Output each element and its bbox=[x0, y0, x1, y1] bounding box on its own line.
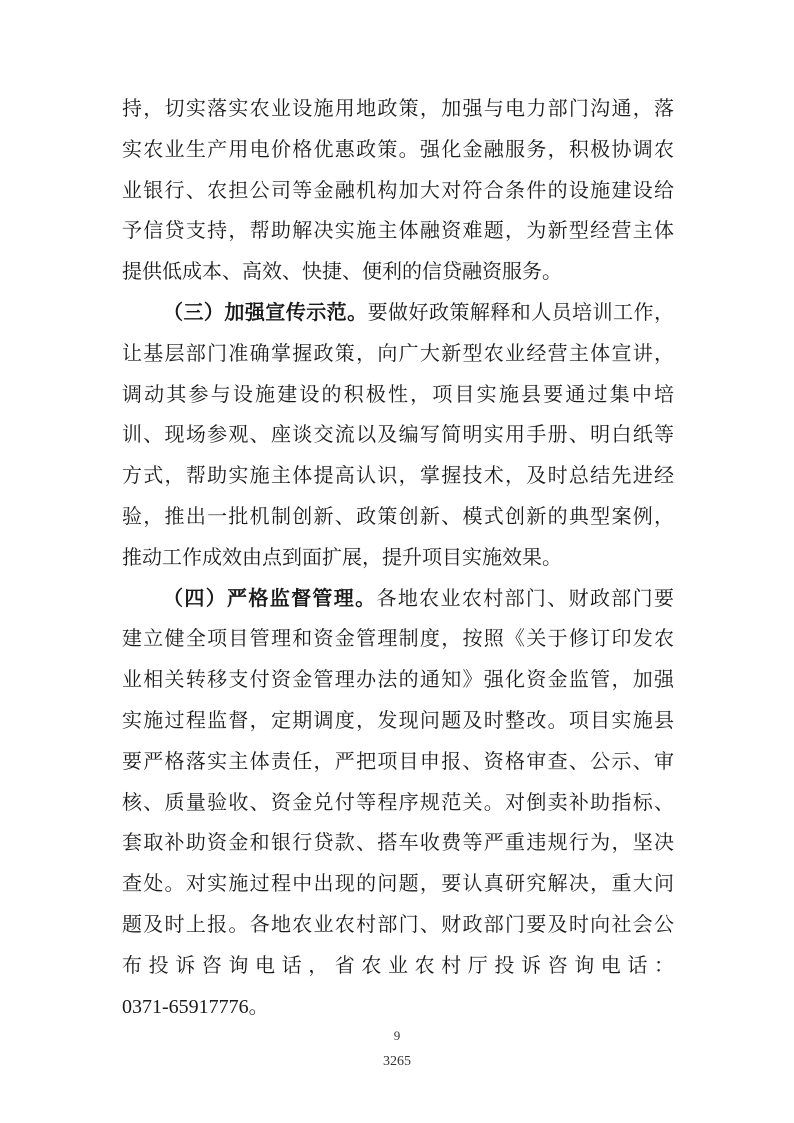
text-line: 业相关转移支付资金管理办法的通知》强化资金监管，加强 bbox=[122, 667, 674, 692]
text-span: 各地农业农村部门、财政部门要 bbox=[376, 585, 675, 610]
paragraph-publicity bbox=[122, 292, 674, 578]
text-line: 提供低成本、高效、快捷、便利的信贷融资服务。 bbox=[122, 259, 562, 284]
text-line: 推动工作成效由点到面扩展，提升项目实施效果。 bbox=[122, 544, 562, 569]
paragraph-supervision bbox=[122, 578, 674, 1027]
text-line: 方式，帮助实施主体提高认识，掌握技术，及时总结先进经 bbox=[122, 463, 674, 488]
text-line: 让基层部门准确掌握政策，向广大新型农业经营主体宣讲， bbox=[122, 340, 674, 365]
text-line bbox=[122, 986, 674, 1027]
text-line bbox=[122, 292, 674, 333]
document-body bbox=[122, 88, 674, 1026]
text-line: 要严格落实主体责任，严把项目申报、资格审查、公示、审 bbox=[122, 748, 674, 773]
text-line: 建立健全项目管理和资金管理制度，按照《关于修订印发农 bbox=[122, 626, 674, 651]
phone-number: 0371-65917776 bbox=[122, 995, 249, 1018]
section-heading: （三）加强宣传示范。 bbox=[163, 299, 368, 324]
section-heading: （四）严格监督管理。 bbox=[163, 585, 377, 610]
text-line: 业银行、农担公司等金融机构加大对符合条件的设施建设给 bbox=[122, 177, 674, 202]
paragraph-financial-support bbox=[122, 88, 674, 292]
text-line: 持，切实落实农业设施用地政策，加强与电力部门沟通，落 bbox=[122, 96, 674, 120]
text-line: 验，推出一批机制创新、政策创新、模式创新的典型案例， bbox=[122, 503, 674, 528]
text-line: 查处。对实施过程中出现的问题，要认真研究解决，重大问 bbox=[122, 871, 674, 896]
text-line: 实农业生产用电价格优惠政策。强化金融服务，积极协调农 bbox=[122, 136, 674, 161]
text-line: 题及时上报。各地农业农村部门、财政部门要及时向社会公 bbox=[122, 911, 674, 936]
text-line: 核、质量验收、资金兑付等程序规范关。对倒卖补助指标、 bbox=[122, 789, 674, 814]
text-line: 予信贷支持，帮助解决实施主体融资难题，为新型经营主体 bbox=[122, 218, 674, 243]
text-line: 实施过程监督，定期调度，发现问题及时整改。项目实施县 bbox=[122, 707, 674, 732]
text-line: 训、现场参观、座谈交流以及编写简明实用手册、明白纸等 bbox=[122, 422, 674, 447]
text-span: 。 bbox=[248, 993, 269, 1018]
text-line: 套取补助资金和银行贷款、搭车收费等严重违规行为，坚决 bbox=[122, 830, 674, 855]
text-line: 布投诉咨询电话，省农业农村厅投诉咨询电话： bbox=[122, 952, 674, 977]
page-number: 9 bbox=[393, 1028, 401, 1043]
text-line bbox=[122, 578, 674, 619]
text-span: 要做好政策解释和人员培训工作， bbox=[367, 299, 675, 324]
text-line: 调动其参与设施建设的积极性，项目实施县要通过集中培 bbox=[122, 381, 674, 406]
document-page-number: 3265 bbox=[383, 1054, 411, 1069]
